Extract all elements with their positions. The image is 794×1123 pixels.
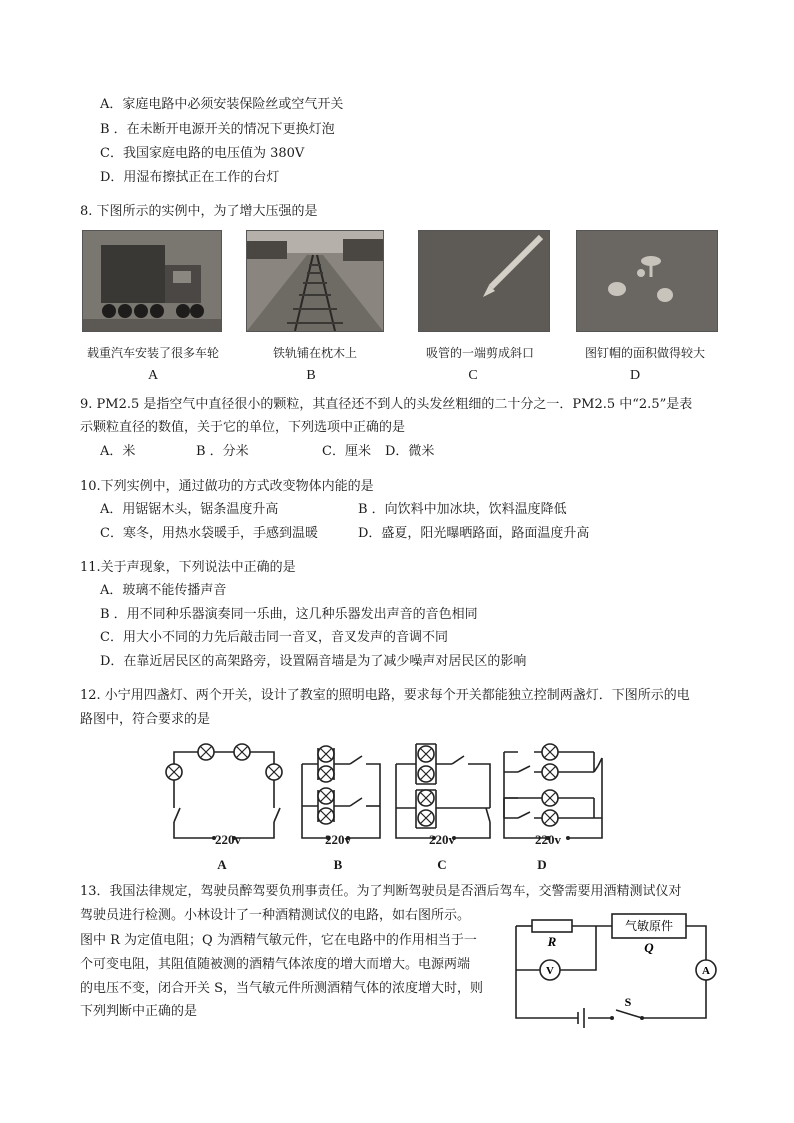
q13-line3: 图中 R 为定值电阻；Q 为酒精气敏元件，它在电路中的作用相当于一 bbox=[80, 933, 477, 948]
q10-option-c: C．寒冬，用热水袋暖手，手感到温暖 bbox=[100, 526, 318, 541]
q7-option-d: D．用湿布擦拭正在工作的台灯 bbox=[100, 170, 280, 185]
circuit-d-voltage: 220v bbox=[535, 832, 561, 847]
circuit-a-letter: A bbox=[217, 857, 227, 872]
q8-caption-d: 图钉帽的面积做得较大 bbox=[584, 346, 705, 360]
q13-label-s: S bbox=[624, 995, 632, 1009]
circuit-c-voltage: 220v bbox=[429, 832, 455, 847]
q13-line1: 13．我国法律规定，驾驶员醉驾要负刑事责任。为了判断驾驶员是否酒后驾车，交警需要用酒精测试仪对 bbox=[80, 884, 682, 899]
q8-letter-d: D bbox=[629, 368, 641, 383]
q7-option-c: C．我国家庭电路的电压值为 380V bbox=[100, 146, 305, 161]
q13-circuit-diagram bbox=[506, 908, 726, 1028]
q13-label-v: V bbox=[546, 965, 554, 977]
q13-line2: 驾驶员进行检测。小林设计了一种酒精测试仪的电路，如右图所示。 bbox=[80, 908, 471, 923]
q10-option-b: B ．向饮料中加冰块，饮料温度降低 bbox=[358, 502, 567, 517]
q8-stem: 8. 下图所示的实例中，为了增大压强的是 bbox=[80, 204, 318, 219]
q9-option-d: D．微米 bbox=[385, 444, 435, 459]
photo-straw bbox=[418, 230, 550, 332]
q10-stem: 10.下列实例中，通过做功的方式改变物体内能的是 bbox=[80, 479, 374, 494]
circuit-a-voltage: 220v bbox=[215, 832, 241, 847]
q8-letter-a: A bbox=[147, 368, 159, 383]
q13-label-q: Q bbox=[644, 940, 654, 955]
circuit-c-letter: C bbox=[437, 857, 447, 872]
q13-line6: 下列判断中正确的是 bbox=[80, 1004, 198, 1019]
q7-option-a: A．家庭电路中必须安装保险丝或空气开关 bbox=[100, 97, 344, 112]
q9-option-c: C．厘米 bbox=[322, 444, 371, 459]
q11-option-c: C．用大小不同的力先后敲击同一音叉，音叉发声的音调不同 bbox=[100, 630, 448, 645]
q13-label-sensor: 气敏原件 bbox=[624, 919, 674, 933]
q7-option-b: B ．在未断开电源开关的情况下更换灯泡 bbox=[100, 122, 335, 137]
q11-option-d: D．在靠近居民区的高架路旁，设置隔音墙是为了减少噪声对居民区的影响 bbox=[100, 654, 527, 669]
q13-line5: 的电压不变，闭合开关 S，当气敏元件所测酒精气体的浓度增大时，则 bbox=[80, 981, 484, 996]
q10-option-a: A．用锯锯木头，锯条温度升高 bbox=[100, 502, 279, 517]
circuit-b-voltage: 220v bbox=[325, 832, 351, 847]
q11-option-a: A．玻璃不能传播声音 bbox=[100, 583, 227, 598]
circuit-d-letter: D bbox=[537, 857, 547, 872]
q8-letter-c: C bbox=[468, 368, 478, 383]
photo-railway bbox=[246, 230, 384, 332]
q12-stem-line2: 路图中，符合要求的是 bbox=[80, 712, 211, 727]
q8-caption-c: 吸管的一端剪成斜口 bbox=[425, 346, 534, 360]
q9-stem-line1: 9. PM2.5 是指空气中直径很小的颗粒，其直径还不到人的头发丝粗细的二十分之一．PM2.5 中“2.5”是表 bbox=[80, 397, 693, 412]
q11-stem: 11.关于声现象，下列说法中正确的是 bbox=[80, 560, 296, 575]
q8-caption-b: 铁轨铺在枕木上 bbox=[272, 346, 357, 360]
photo-pushpins bbox=[576, 230, 718, 332]
q9-option-a: A．米 bbox=[100, 444, 136, 459]
q13-label-r: R bbox=[547, 934, 557, 949]
q8-letter-b: B bbox=[306, 368, 316, 383]
q10-option-d: D．盛夏，阳光曝晒路面，路面温度升高 bbox=[358, 526, 590, 541]
circuit-b-letter: B bbox=[333, 857, 343, 872]
q12-stem-line1: 12. 小宁用四盏灯、两个开关，设计了教室的照明电路，要求每个开关都能独立控制两盏灯．下图所示的电 bbox=[80, 688, 690, 703]
q8-caption-a: 载重汽车安装了很多车轮 bbox=[86, 346, 219, 360]
q13-line4: 个可变电阻，其阻值随被测的酒精气体浓度的增大而增大。电源两端 bbox=[80, 957, 471, 972]
q9-option-b: B ．分米 bbox=[196, 444, 249, 459]
q11-option-b: B ．用不同种乐器演奏同一乐曲，这几种乐器发出声音的音色相同 bbox=[100, 607, 478, 622]
photo-truck bbox=[82, 230, 222, 332]
q13-label-a: A bbox=[702, 965, 710, 977]
q9-stem-line2: 示颗粒直径的数值，关于它的单位，下列选项中正确的是 bbox=[80, 420, 406, 435]
